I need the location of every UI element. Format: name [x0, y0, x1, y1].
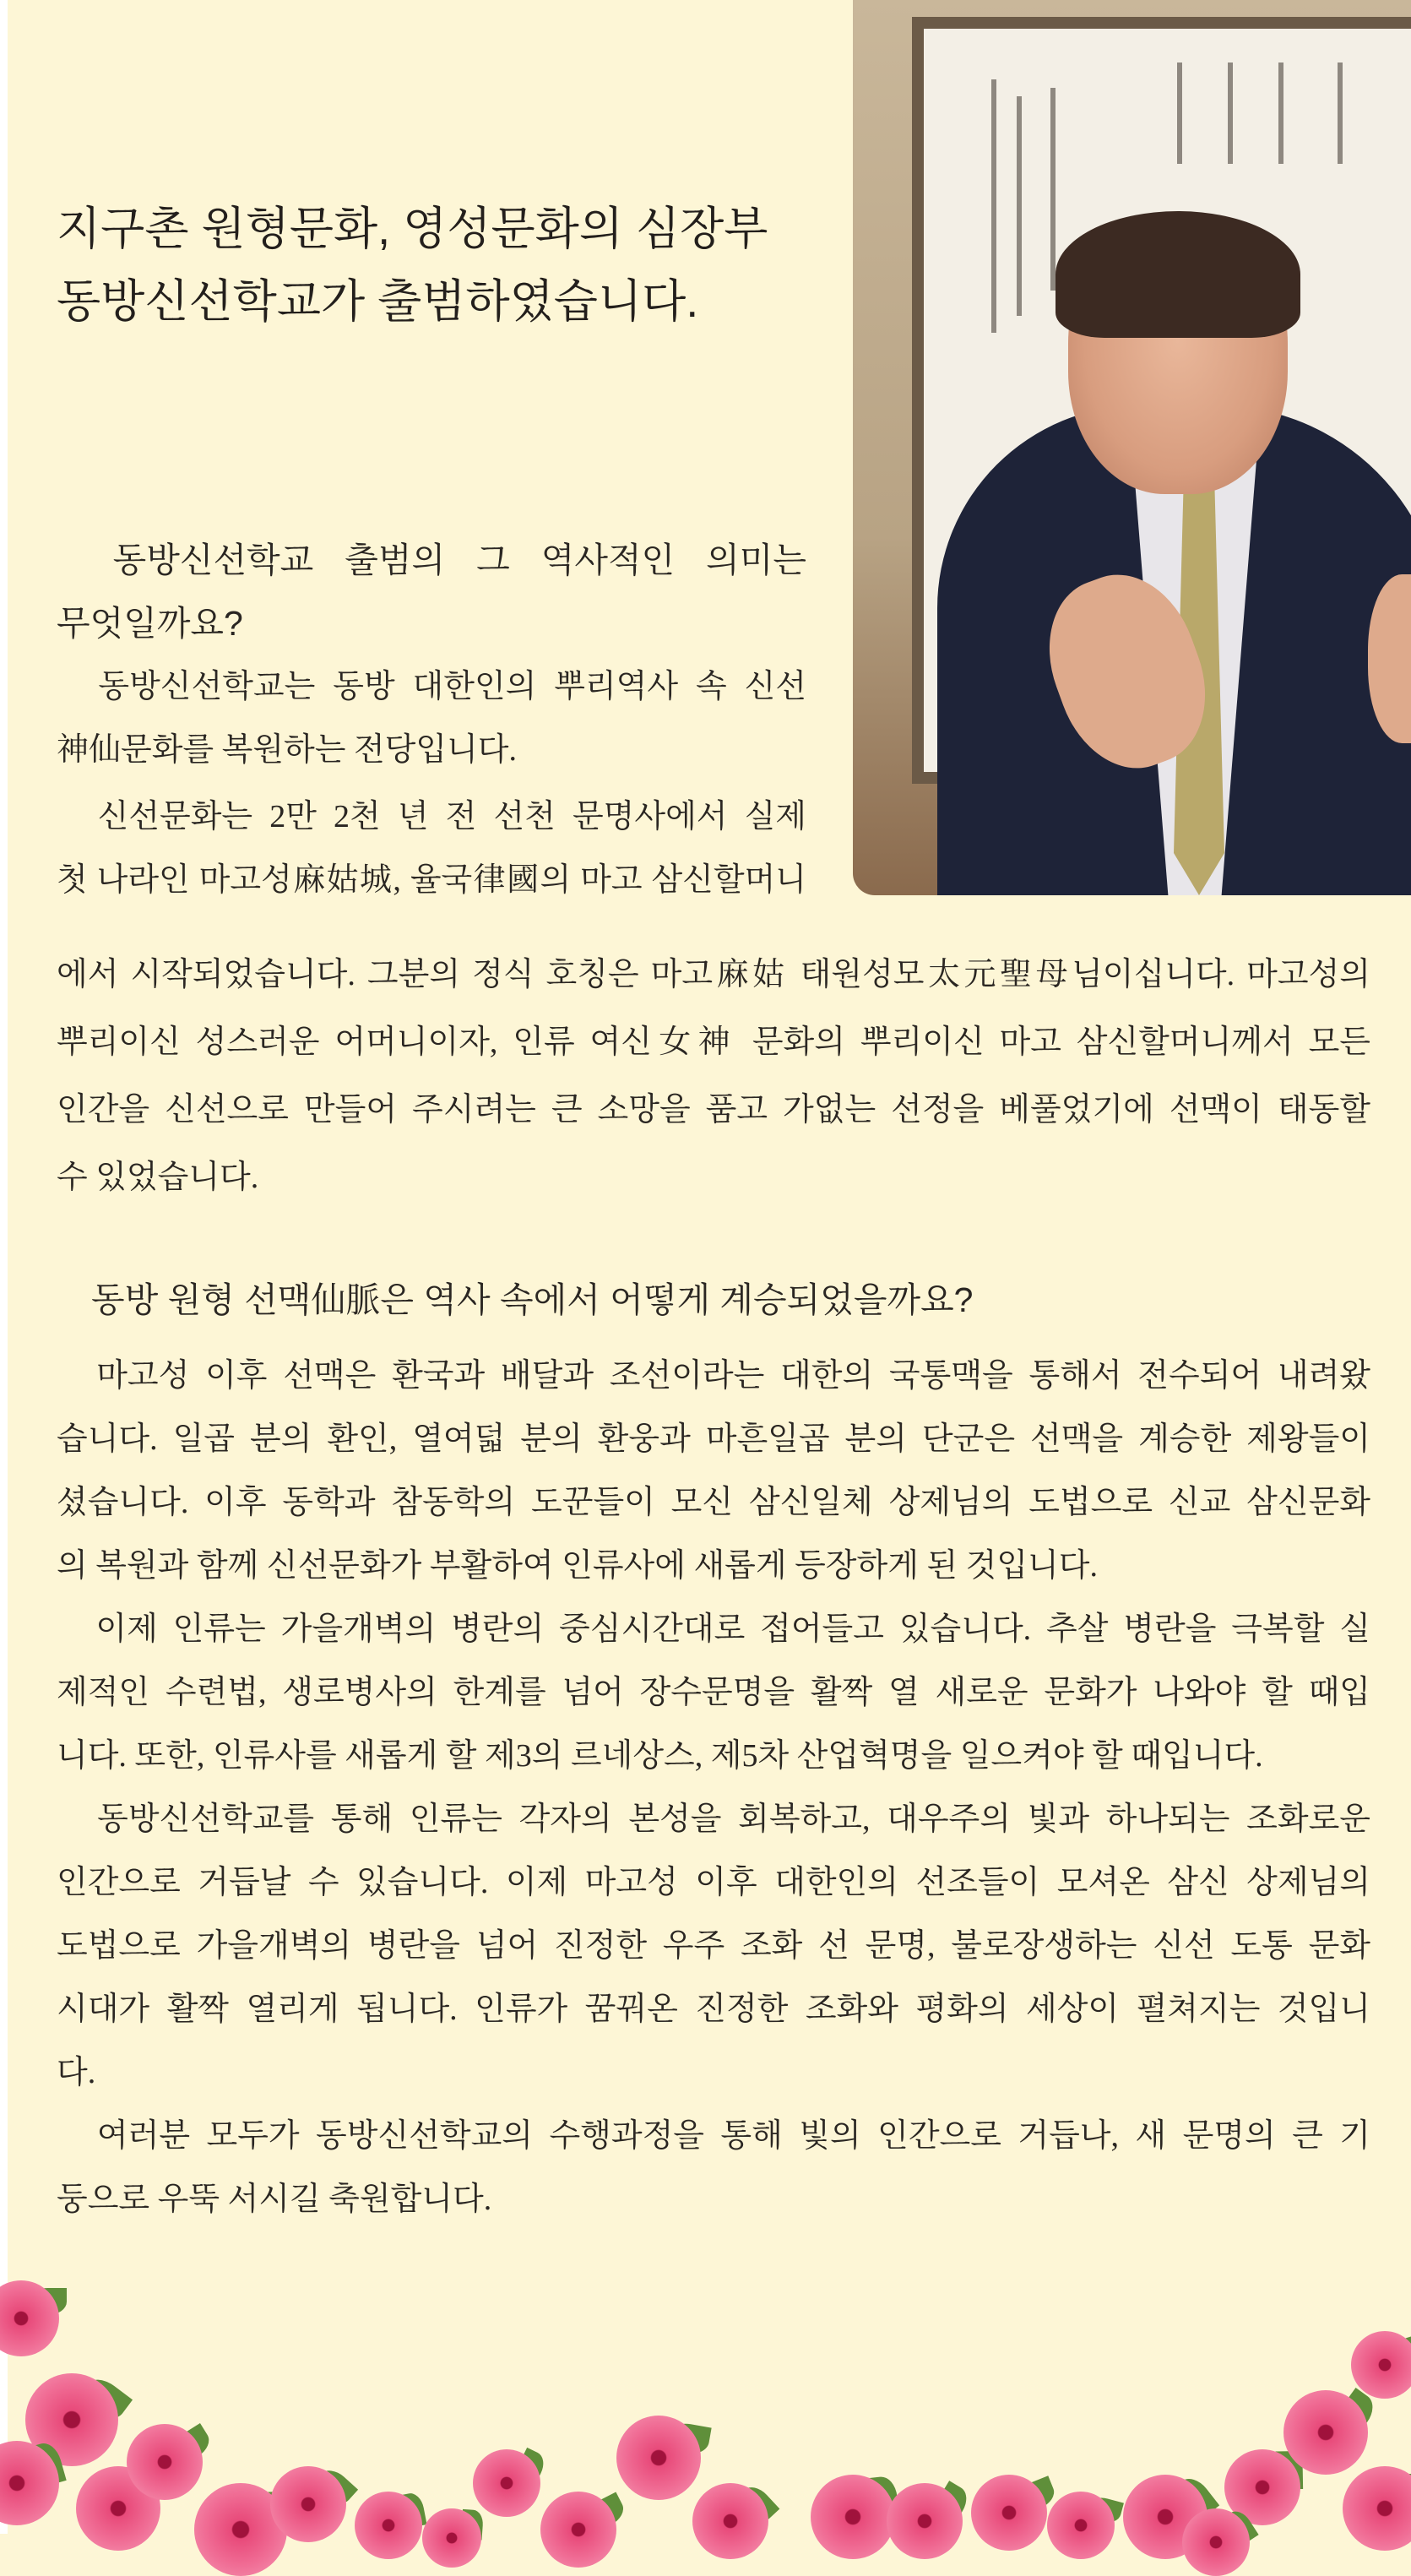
hibiscus-flower-icon: [127, 2424, 203, 2500]
text-line: 셨습니다. 이후 동학과 참동학의 도꾼들이 모신 삼신일체 상제님의 도법으로 신교 삼신문화: [57, 1485, 1370, 1520]
page-title: [57, 193, 768, 338]
text-line: 神仙문화를 복원하는 전당입니다.: [57, 732, 517, 768]
text-line: 둥으로 우뚝 서시길 축원합니다.: [57, 2182, 492, 2217]
heading-line: 동방신선학교 출범의 그 역사적인 의미는: [57, 541, 806, 579]
section2-body: [57, 1345, 1370, 2231]
paragraph: [57, 2105, 1370, 2231]
section1-heading: [57, 529, 806, 655]
section2-heading: [57, 1269, 1370, 1332]
text-line: 니다. 또한, 인류사를 새롭게 할 제3의 르네상스, 제5차 산업혁명을 일으켜야 할 때입니다.: [57, 1738, 1263, 1774]
hibiscus-flower-icon: [616, 2416, 701, 2500]
heading-line: 동방 원형 선맥仙脈은 역사 속에서 어떻게 계승되었을까요?: [57, 1280, 974, 1319]
hibiscus-flower-icon: [1343, 2466, 1411, 2551]
hibiscus-flower-icon: [540, 2492, 616, 2568]
flower-border: [0, 2280, 1411, 2534]
title-line: 동방신선학교가 출범하였습니다.: [57, 276, 699, 327]
text-line: 도법으로 가을개벽의 병란을 넘어 진정한 우주 조화 선 문명, 불로장생하는 신선 도통 문화: [57, 1928, 1370, 1964]
hibiscus-flower-icon: [887, 2483, 963, 2559]
hibiscus-flower-icon: [971, 2475, 1047, 2551]
text-line: 동방신선학교는 동방 대한인의 뿌리역사 속 신선: [57, 669, 806, 704]
heading-line: 무엇일까요?: [57, 604, 243, 643]
paragraph: [57, 1598, 1370, 1788]
text-line: 수 있었습니다.: [57, 1160, 259, 1195]
text-line: 이제 인류는 가을개벽의 병란의 중심시간대로 접어들고 있습니다. 추살 병란을 극복할 실: [57, 1611, 1370, 1647]
hibiscus-flower-icon: [1182, 2508, 1250, 2576]
text-line: 마고성 이후 선맥은 환국과 배달과 조선이라는 대한의 국통맥을 통해서 전수되어 내려왔: [57, 1358, 1370, 1394]
text-line: 인간을 신선으로 만들어 주시려는 큰 소망을 품고 가없는 선정을 베풀었기에 선맥이 태동할: [57, 1092, 1370, 1128]
hibiscus-flower-icon: [1047, 2492, 1115, 2559]
hibiscus-flower-icon: [355, 2492, 422, 2559]
text-line: 여러분 모두가 동방신선학교의 수행과정을 통해 빛의 인간으로 거듭나, 새 문명의 큰 기: [57, 2118, 1370, 2154]
section1-paragraph: [57, 655, 806, 912]
paragraph: [57, 1788, 1370, 2105]
portrait-photo: [853, 0, 1411, 895]
hibiscus-flower-icon: [422, 2508, 481, 2568]
hibiscus-flower-icon: [1283, 2390, 1368, 2475]
text-line: 에서 시작되었습니다. 그분의 정식 호칭은 마고麻姑 태원성모太元聖母님이십니다. 마고성의: [57, 957, 1370, 992]
hibiscus-flower-icon: [270, 2466, 346, 2542]
text-line: 첫 나라인 마고성麻姑城, 율국律國의 마고 삼신할머니: [57, 862, 806, 898]
text-line: 제적인 수련법, 생로병사의 한계를 넘어 장수문명을 활짝 열 새로운 문화가 나와야 할 때입: [57, 1675, 1370, 1710]
text-line: 동방신선학교를 통해 인류는 각자의 본성을 회복하고, 대우주의 빛과 하나되는 조화로운: [57, 1802, 1370, 1837]
text-line: 신선문화는 2만 2천 년 전 선천 문명사에서 실제: [57, 799, 806, 834]
left-edge: [0, 0, 8, 2534]
text-line: 시대가 활짝 열리게 됩니다. 인류가 꿈꿔온 진정한 조화와 평화의 세상이 펼쳐지는 것입니: [57, 1992, 1370, 2027]
text-line: 뿌리이신 성스러운 어머니이자, 인류 여신女神 문화의 뿌리이신 마고 삼신할머니께서 모든: [57, 1024, 1370, 1060]
section1-paragraph-continued: [57, 941, 1370, 1211]
paragraph: [57, 1345, 1370, 1598]
text-line: 인간으로 거듭날 수 있습니다. 이제 마고성 이후 대한인의 선조들이 모셔온 삼신 상제님의: [57, 1865, 1370, 1900]
hibiscus-flower-icon: [811, 2475, 895, 2559]
text-line: 의 복원과 함께 신선문화가 부활하여 인류사에 새롭게 등장하게 된 것입니다.: [57, 1548, 1098, 1584]
hibiscus-flower-icon: [473, 2449, 540, 2517]
hibiscus-flower-icon: [692, 2483, 768, 2559]
hibiscus-flower-icon: [1351, 2331, 1411, 2399]
text-line: 다.: [57, 2055, 96, 2090]
text-line: 습니다. 일곱 분의 환인, 열여덟 분의 환웅과 마흔일곱 분의 단군은 선맥을 계승한 제왕들이: [57, 1421, 1370, 1457]
title-line: 지구촌 원형문화, 영성문화의 심장부: [57, 204, 768, 254]
